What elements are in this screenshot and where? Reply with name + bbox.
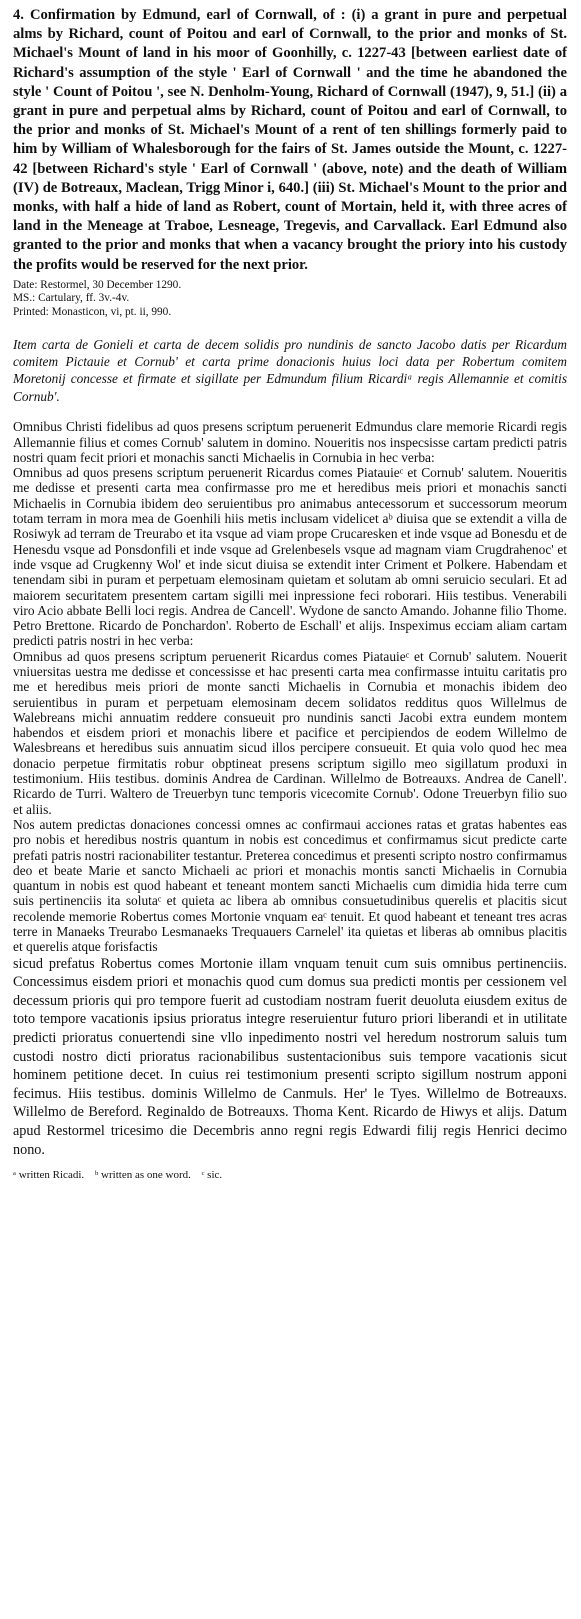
charter-paragraph-2: Omnibus ad quos presens scriptum peruenerit Ricardus comes Piatauieᶜ et Cornub' salutem. Noueritis me dedisse et presenti carta mea confirmasse pro me et heredibus meis priori et monachis sancti Michaelis in Cornubia ibidem deo seruientibus pro animabus antecessorum et successorum meorum totam terram in mora mea de Goenhili hiis metis inclusam videlicet aᵇ diuisa que se extendit a villa de Rosiwyk ad terram de Treurabo et ita vsque ad viam prope Crucaresken et inde vsque ad Bonesdu et de Henesdu vsque ad Ponsdonfili et inde vsque ad Grelenbesels vsque ad magnam viam Crugdrahenoc' et inde vsque ad Crugkenny Wol' et inde sicut diuisa se extendit inter Criment et Polkere. Habendam et tenendam sibi in puram et perpetuam elemosinam quietam et solutam ab omni seruicio seculari. Et ad maiorem securitatem presentem cartam sigilli mei inpressione feci roborari. Hiis testibus. Venerabili viro Acio abbate Belli loci regis. Andrea de Cancell'. Wydone de sancto Amando. Johanne filio Thome. Petro Brettone. Ricardo de Ponchardon'. Roberto de Eschall' et alijs. Inspeximus ecciam aliam cartam predicti patris nostri in hec verba:: [13, 465, 567, 649]
footnote-b: ᵇ written as one word.: [94, 1169, 191, 1182]
latin-rubric: Item carta de Gonieli et carta de decem solidis pro nundinis de sancto Jacobo datis per Ricardum comitem Pictauie et Cornub' et carta prime donacionis huius loci data per Robertum comitem Moretonij concesse et firmate et sigillate per Edmundum filium Ricardiᵃ regis Allemannie et comitis Cornub'.: [13, 336, 567, 404]
entry-date: Date: Restormel, 30 December 1290.: [13, 278, 182, 291]
entry-metadata: [13, 279, 567, 320]
entry-summary: [13, 6, 567, 275]
charter-paragraph-3: Omnibus ad quos presens scriptum peruenerit Ricardus comes Piatauieᶜ et Cornub' salutem. Nouerit vniuersitas uestra me dedisse et concessisse et hac presenti carta mea confirmasse intuitu caritatis pro me et heredibus meis priori de monte sancti Michaelis in Cornubia et monachis ibidem deo seruientibus in puram et perpetuam elemosinam decem solidatos redditus quos Willelmus de Walebreans michi annuatim reddere consueuit pro nundinis sancti Jacobi extra eundem montem habendos et eisdem priori et monachis libere et pacifice et percipiendos de eodem Willelmo de Walesbreans et heredibus suis annuatim sicud illos percipere consueuit. Et quia volo quod hec mea donacio perpetue firmitatis robur obptineat presens scriptum sigillo meo sigillatum produxi in testimonium. Hiis testibus. dominis Andrea de Cardinan. Willelmo de Botreauxs. Andrea de Canell'. Ricardo de Turri. Waltero de Treuerbyn tunc temporis vicecomite Cornub'. Odone Treuerbyn filio suo et aliis.: [13, 648, 567, 817]
charter-text: [13, 419, 567, 1159]
footnotes: [13, 1169, 567, 1182]
charter-paragraph-1: Omnibus Christi fidelibus ad quos presens scriptum peruenerit Edmundus clare memorie Ricardi regis Allemannie filius et comes Cornub' salutem in domino. Noueritis nos inspecsisse cartam predicti patris nostri quam fecit priori et monachis sancti Michaelis in Cornubia in hec verba:: [13, 419, 567, 465]
charter-paragraph-5: sicud prefatus Robertus comes Mortonie illam vnquam tenuit cum suis omnibus pertinenciis. Concessimus eisdem priori et monachis quod cum domus sua predicti montis per cessionem vel decessum prioris qui pro tempore fuerit ad custodiam nostram fuerit deuoluta eiusdem exitus de toto tempore vacationis ipsius prioratus integre reseruientur futuro priori liberandi et in utilitate predicti prioratus conuertendi sine vllo inpedimento nostri vel heredum nostrorum saluis tum custodi nostro dicti prioratus racionabilibus sustentacionibus suis tempore vacationis sicut hominem petitione decet. In cuius rei testimonium presenti scripto sigillum nostrum apponi fecimus. Hiis testibus. dominis Willelmo de Canmuls. Her' le Tyes. Willelmo de Botreauxs. Willelmo de Bereford. Reginaldo de Botreauxs. Thoma Kent. Ricardo de Hiwys et alijs. Datum apud Restormel tricesimo die Decembris anno regni regis Edwardi filij regis Henrici decimo nono.: [13, 955, 567, 1158]
charter-paragraph-4: Nos autem predictas donaciones concessi omnes ac confirmaui acciones ratas et gratas habentes eas pro nobis et heredibus nostris quantum in nobis est concedimus et confirmamus sicut predicte carte prefati patris nostri racionabiliter testantur. Preterea concedimus et presenti scripto nostro confirmamus deo et beate Marie et sancto Michaeli ac priori et monachis montis sancti Michaelis in Cornubia quantum in nobis est quod habeant et teneant montem sancti Michaelis cum dimidia hida terre cum suis pertinenciis ita solutaᶜ et quieta ac libera ab omnibus consuetudinibus querelis et placitis sicut recolende memorie Robertus comes Mortonie vnquam eaᶜ tenuit. Et quod habeant et teneant tres acras terre in Manaeks Treurabo Lesmanaeks Trequauers Carnelel' ita quietas et liberas ab omnibus placitis et querelis atque forisfactis: [13, 816, 567, 955]
entry-summary-text: Confirmation by Edmund, earl of Cornwall, of : (i) a grant in pure and perpetual alms by Richard, count of Poitou and earl of Cornwall, to the prior and monks of St. Michael's Mount of land in his moor of Goonhilly, c. 1227-43 [between earliest date of Richard's assumption of the style ' Earl of Cornwall ' and the time he abandoned the style ' Count of Poitou ', see N. Denholm-Young, Richard of Cornwall (1947), 9, 51.] (ii) a grant in pure and perpetual alms by Richard, count of Poitou and earl of Cornwall, to the prior and monks of St. Michael's Mount of a rent of ten shillings formerly paid to him by William of Whalesborough for the fairs of St. James outside the Mount, c. 1227-42 [between Richard's style ' Earl of Cornwall ' (above, note) and the death of William (IV) de Botreaux, Maclean, Trigg Minor i, 640.] (iii) St. Michael's Mount to the prior and monks, with half a hide of land as Robert, count of Mortain, held it, with three acres of land in the Meneage at Traboe, Lesneage, Tregevis, and Carvallack. Earl Edmund also granted to the prior and monks that when a vacancy brought the priory into his custody the profits would be reserved for the next prior.: [13, 7, 567, 273]
entry-number: 4.: [13, 7, 24, 23]
footnote-c: ᶜ sic.: [201, 1169, 223, 1182]
footnote-a: ᵃ written Ricadi.: [13, 1169, 85, 1182]
entry-printed: Printed: Monasticon, vi, pt. ii, 990.: [13, 306, 172, 319]
entry-manuscript: MS.: Cartulary, ff. 3v.-4v.: [13, 292, 130, 305]
